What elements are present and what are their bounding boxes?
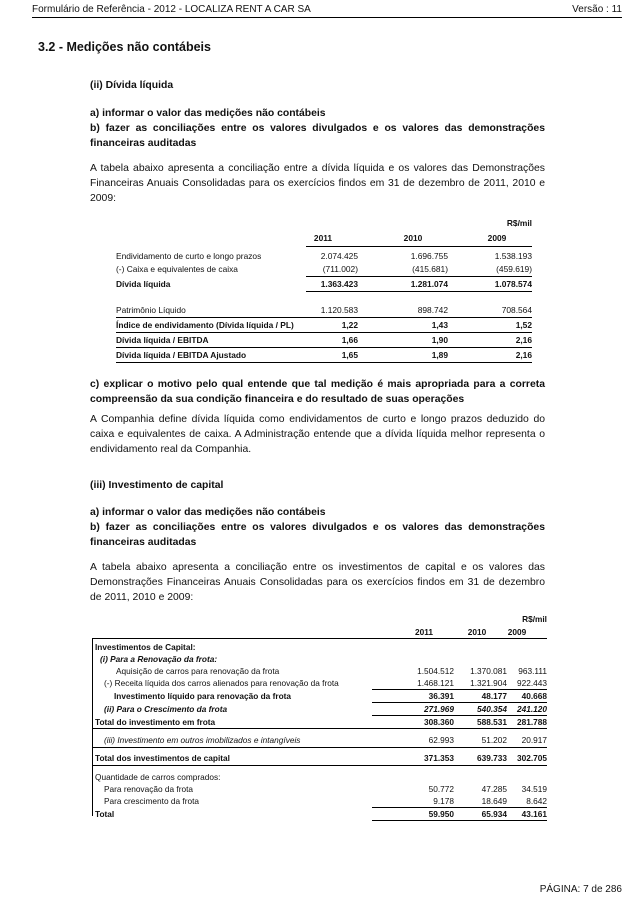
- table-row: [116, 263, 532, 276]
- row-label: Investimento líquido para renovação da frota: [114, 691, 292, 701]
- cell-2011: 59.950: [428, 809, 454, 819]
- cell-2011: 1.468.121: [417, 678, 454, 688]
- cell-2010: 898.742: [417, 305, 448, 315]
- cell-2011: 308.360: [424, 717, 454, 727]
- table-row: [116, 334, 532, 347]
- cell-2009: 1,52: [515, 320, 532, 330]
- row-rule: [92, 765, 547, 766]
- cell-2009: 40.668: [521, 691, 547, 701]
- capex-heading: (iii) Investimento de capital: [90, 480, 224, 491]
- cell-2010: (415.681): [412, 264, 448, 274]
- row-label: Dívida líquida: [116, 279, 171, 289]
- row-label: Quantidade de carros comprados:: [95, 772, 221, 782]
- year-header: 2011: [415, 627, 433, 637]
- debt-item-a: a) informar o valor das medições não contábeis: [90, 108, 326, 119]
- debt-item-c: c) explicar o motivo pelo qual entende que tal medição é mais apropriada para a correta compreensão da sua condição financeira e do resultado de suas operações: [90, 379, 545, 405]
- row-label: Dívida líquida / EBITDA Ajustado: [116, 350, 247, 360]
- debt-heading: (ii) Dívida líquida: [90, 80, 174, 91]
- cell-2009: 708.564: [501, 305, 532, 315]
- table-header-row: [116, 232, 532, 245]
- cell-2010: 540.354: [477, 704, 507, 714]
- cell-2009: 281.788: [517, 717, 547, 727]
- row-label: (-) Caixa e equivalentes de caixa: [116, 264, 238, 274]
- cell-2010: 65.934: [481, 809, 507, 819]
- total-rule: [372, 820, 547, 821]
- year-header: 2010: [403, 233, 423, 243]
- row-label: (-) Receita líquida dos carros alienados para renovação da frota: [104, 678, 339, 688]
- year-header: 2010: [467, 627, 487, 637]
- subtotal-rule: [306, 276, 532, 277]
- cell-2009: 963.111: [518, 666, 547, 676]
- row-label: Dívida líquida / EBITDA: [116, 335, 209, 345]
- total-rule: [306, 291, 532, 292]
- cell-2009: 1.538.193: [494, 251, 532, 261]
- cell-2009: 302.705: [517, 753, 547, 763]
- cell-2011: 1.363.423: [320, 279, 358, 289]
- cell-2010: 1.321.904: [470, 678, 507, 688]
- capex-item-b: b) fazer as conciliações entre os valores divulgados e os valores das demonstrações financeiras auditadas: [90, 522, 545, 548]
- cell-2011: 1,66: [341, 335, 358, 345]
- table-row: [116, 349, 532, 362]
- cell-2010: 1,89: [431, 350, 448, 360]
- cell-2009: 43.161: [521, 809, 547, 819]
- row-label: Índice de endividamento (Dívida líquida / PL): [116, 320, 294, 330]
- row-label: Total dos investimentos de capital: [95, 753, 230, 763]
- row-label: Para renovação da frota: [104, 784, 194, 794]
- row-label: Endividamento de curto e longo prazos: [116, 251, 262, 261]
- cell-2009: 20.917: [521, 735, 547, 745]
- cell-2011: 36.391: [428, 691, 454, 701]
- cell-2009: 1.078.574: [494, 279, 532, 289]
- header-rule: [92, 638, 547, 639]
- cell-2010: 47.285: [481, 784, 507, 794]
- form-title: Formulário de Referência - 2012 - LOCALIZA RENT A CAR SA: [32, 4, 311, 15]
- cell-2009: 922.443: [517, 678, 547, 688]
- row-rule: [92, 728, 547, 729]
- cell-2010: 588.531: [477, 717, 507, 727]
- cell-2011: 50.772: [428, 784, 454, 794]
- table-row: [116, 319, 532, 332]
- cell-2011: 1,65: [341, 350, 358, 360]
- cell-2010: 48.177: [481, 691, 507, 701]
- row-label: (iii) Investimento em outros imobilizados e intangíveis: [104, 735, 301, 745]
- cell-2009: 2,16: [515, 350, 532, 360]
- cell-2009: 2,16: [515, 335, 532, 345]
- cell-2011: 1,22: [341, 320, 358, 330]
- unit-label: R$/mil: [522, 614, 547, 624]
- cell-2009: 34.519: [521, 784, 547, 794]
- cell-2011: 271.969: [424, 704, 454, 714]
- cell-2010: 639.733: [477, 753, 507, 763]
- cell-2009: 241.120: [517, 704, 547, 714]
- row-label: (i) Para a Renovação da frota:: [100, 654, 218, 664]
- cell-2011: 62.993: [428, 735, 454, 745]
- cell-2010: 18.649: [481, 796, 507, 806]
- unit-label: R$/mil: [506, 218, 532, 228]
- cell-2010: 51.202: [481, 735, 507, 745]
- table-row: [92, 734, 547, 747]
- cell-2010: 1.370.081: [470, 666, 507, 676]
- table-row: [116, 278, 532, 291]
- section-title: 3.2 - Medições não contábeis: [38, 40, 211, 54]
- row-label: Para crescimento da frota: [104, 796, 199, 806]
- row-label: Total do investimento em frota: [95, 717, 216, 727]
- cell-2010: 1.696.755: [410, 251, 448, 261]
- cell-2010: 1.281.074: [410, 279, 448, 289]
- year-header: 2011: [313, 233, 333, 243]
- debt-explanation: A Companhia define dívida líquida como endividamentos de curto e longo prazos deduzido do caixa e equivalentes de caixa. A Administração entende que a dívida líquida melhor representa o endividamento real da Companhia.: [90, 414, 545, 455]
- row-rule: [116, 317, 532, 318]
- row-rule: [116, 347, 532, 348]
- row-label: (ii) Para o Crescimento da frota: [104, 704, 228, 714]
- cell-2011: 2.074.425: [320, 251, 358, 261]
- debt-intro: A tabela abaixo apresenta a conciliação entre a dívida líquida e os valores das Demonstrações Financeiras Anuais Consolidadas para os exercícios findos em 31 de dezembro de 2011, 2010 e 2009:: [90, 163, 545, 204]
- debt-item-b: b) fazer as conciliações entre os valores divulgados e os valores das demonstrações financeiras auditadas: [90, 123, 545, 149]
- page-header: [32, 4, 622, 18]
- row-rule: [116, 362, 532, 363]
- cell-2011: 1.120.583: [320, 305, 358, 315]
- capex-intro: A tabela abaixo apresenta a conciliação entre os investimentos de capital e os valores das Demonstrações Financeiras Anuais Consolidadas para os exercícios findos em 31 de dezembro de 2011, 2010 e 2009:: [90, 562, 545, 603]
- cell-2011: 1.504.512: [417, 666, 454, 676]
- cell-2009: 8.642: [526, 796, 547, 806]
- cell-2011: (711.002): [322, 264, 358, 274]
- cell-2009: (459.619): [496, 264, 532, 274]
- cell-2011: 9.178: [433, 796, 454, 806]
- cell-2011: 371.353: [424, 753, 454, 763]
- year-header: 2009: [487, 233, 507, 243]
- table-row: [92, 752, 547, 765]
- year-header: 2009: [507, 627, 527, 637]
- row-label: Total: [95, 809, 115, 819]
- table-row: [116, 250, 532, 263]
- version-label: Versão : 11: [572, 4, 622, 15]
- row-rule: [116, 332, 532, 333]
- header-rule: [306, 246, 532, 247]
- row-rule: [92, 747, 547, 748]
- row-label: Aquisição de carros para renovação da frota: [116, 666, 280, 676]
- page-number: PÁGINA: 7 de 286: [539, 884, 622, 895]
- cell-2010: 1,43: [431, 320, 448, 330]
- row-label: Patrimônio Líquido: [116, 305, 186, 315]
- table-row: [116, 304, 532, 317]
- capex-item-a: a) informar o valor das medições não contábeis: [90, 507, 326, 518]
- row-label: Investimentos de Capital:: [95, 642, 196, 652]
- cell-2010: 1,90: [431, 335, 448, 345]
